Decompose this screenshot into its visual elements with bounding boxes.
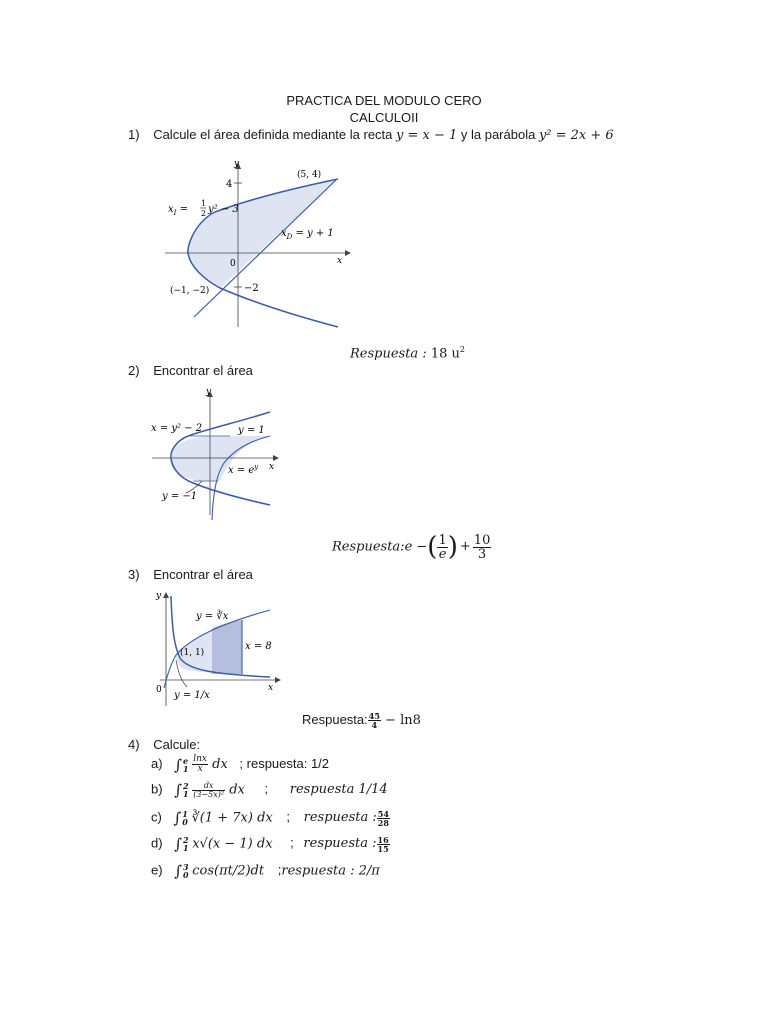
graph-1 <box>160 155 360 335</box>
problem-1-statement <box>128 127 614 143</box>
problem-4d-answer-frac: $\frac{16}{15}$ <box>377 834 389 854</box>
problem-3-answer-label: Respuesta: <box>302 712 368 727</box>
problem-4c-expr: ∛(1 + 7x) dx <box>191 810 273 826</box>
problem-4d-answer: respuesta : <box>303 836 377 852</box>
problem-3-answer-rest: − ln8 <box>380 713 421 728</box>
problem-4d: d) ∫ 2 1 x√(x − 1) dx ; respuesta : $\frac{16}{15}$ <box>151 834 389 854</box>
problem-4c-answer-frac: $\frac{54}{28}$ <box>377 808 389 828</box>
problem-4a: a) ∫ e 1 $\frac{\ln x}{x}$ dx ; respuesta: 1/2 <box>151 754 330 774</box>
problem-1-answer-label: Respuesta : <box>350 346 431 362</box>
problem-4a-answer: ; respuesta: 1/2 <box>239 755 330 771</box>
graph-1-x-label: x <box>337 256 343 266</box>
problem-1-answer-value: 18 u <box>430 346 460 362</box>
problem-4e-letter: e) <box>151 862 163 878</box>
problem-2-answer-label: Respuesta: <box>332 539 405 555</box>
graph-1-point-top: (5, 4) <box>297 170 322 180</box>
problem-2-text: Encontrar el área <box>153 363 253 378</box>
graph-1-origin-label: 0 <box>230 259 236 269</box>
problem-4e-sep: ; <box>277 862 282 878</box>
problem-4b-letter: b) <box>151 781 163 797</box>
problem-4e-answer: respuesta : 2/π <box>281 863 380 879</box>
graph-2-line-top-label: y = 1 <box>238 425 265 436</box>
problem-4a-tail: dx <box>207 756 228 772</box>
graph-1-point-bottom: (−1, −2) <box>170 286 210 296</box>
graph-3-point-label: (1, 1) <box>180 648 205 658</box>
graph-1-x-arrow-icon <box>345 250 351 256</box>
problem-1-answer <box>350 345 465 361</box>
graph-1-left-frac-den: 2 <box>201 209 207 218</box>
problem-4d-sep: ; <box>290 835 294 851</box>
graph-3-root-label: y = ∛x <box>196 611 229 622</box>
problem-2-answer-frac1: $\frac{1}{e}$ <box>438 532 447 562</box>
graph-1-left-curve-rest: y² − 3 <box>208 204 239 215</box>
integral-4d-icon: ∫ <box>174 835 183 853</box>
problem-4c: c) ∫ 1 0 ∛(1 + 7x) dx ; respuesta : $\frac{54}{28}$ <box>151 808 389 828</box>
graph-1-left-curve-label: $x_I$ = <box>168 204 188 217</box>
problem-4b-answer: respuesta 1/14 <box>289 782 388 798</box>
problem-4d-expr: x√(x − 1) dx <box>192 836 273 852</box>
problem-4d-letter: d) <box>151 835 163 851</box>
graph-3-origin-label: 0 <box>156 685 162 695</box>
graph-3-x-arrow-icon <box>275 677 281 683</box>
graph-3-y-arrow-icon <box>163 592 169 598</box>
problem-4b-tail: dx <box>225 782 245 798</box>
graph-2 <box>148 385 283 525</box>
problem-1-math-parabola: y² = 2x + 6 <box>538 128 614 143</box>
problem-4b: b) ∫ 2 1 $\frac{dx}{\text{(3−5x)²}}$ dx ; respuesta 1/14 <box>151 780 388 799</box>
graph-1-left-frac-num: 1 <box>201 199 207 208</box>
graph-1-y-label: y <box>234 159 240 169</box>
problem-1-math-line: y = x − 1 <box>396 128 458 143</box>
problem-4b-sep: ; <box>264 781 269 797</box>
graph-2-x-arrow-icon <box>273 455 279 461</box>
problem-3-text: Encontrar el área <box>153 567 253 582</box>
graph-3 <box>152 588 282 708</box>
problem-2-answer-plus: + <box>459 539 471 555</box>
graph-3-line-label: x = 8 <box>245 641 272 652</box>
integral-4c-icon: ∫ <box>173 809 182 827</box>
graph-3-hyper-label: y = 1/x <box>174 690 210 701</box>
problem-2-number: 2) <box>128 363 140 378</box>
problem-1-text-b: y la parábola <box>457 127 539 142</box>
problem-2-answer-frac2: $\frac{10}{3}$ <box>473 532 491 562</box>
graph-2-shaded-region <box>170 436 270 481</box>
problem-4c-sep: ; <box>286 809 290 825</box>
graph-2-exp-label: $x = e^y$ <box>228 463 259 476</box>
page-title: PRACTICA DEL MODULO CERO <box>286 93 482 108</box>
graph-1-tick-4-label: 4 <box>226 179 233 190</box>
problem-4-statement <box>128 737 200 752</box>
problem-4e: e) ∫ 3 0 cos(πt/2)dt ;respuesta : 2/π <box>151 862 380 880</box>
problem-1-answer-exp: 2 <box>459 345 465 354</box>
problem-3-answer-frac: $\frac{45}{4}$ <box>368 711 380 731</box>
graph-1-tick-neg2-label: −2 <box>244 283 259 294</box>
problem-4b-fraction: $\frac{dx}{\text{(3−5x)²}}$ <box>193 780 225 799</box>
page-subtitle: CALCULOII <box>349 110 419 125</box>
problem-4-number: 4) <box>128 737 140 752</box>
problem-4a-letter: a) <box>151 755 163 771</box>
problem-2-answer-e: e − <box>404 539 428 555</box>
graph-2-x-label: x <box>269 462 275 472</box>
problem-2-paren-left-icon: ( <box>427 532 438 562</box>
problem-2-answer <box>332 532 491 562</box>
graph-3-x-label: x <box>268 683 274 693</box>
integral-4a-icon: ∫ <box>174 755 183 774</box>
problem-3-statement <box>128 567 253 582</box>
graph-2-line-bottom-label: y = −1 <box>162 491 198 502</box>
problem-1-text-a: Calcule el área definida mediante la recta <box>153 127 396 142</box>
problem-3-number: 3) <box>128 567 140 582</box>
graph-2-curve-label: x = y² − 2 <box>151 423 203 434</box>
problem-4e-expr: cos(πt/2)dt <box>192 863 265 879</box>
problem-2-paren-right-icon: ) <box>447 532 458 562</box>
integral-4b-icon: ∫ <box>174 781 183 799</box>
graph-2-y-label: y <box>206 387 212 397</box>
graph-1-right-line-label: $x_D = y + 1$ <box>281 228 334 241</box>
problem-4a-fraction: $\frac{\ln x}{x}$ <box>193 754 207 774</box>
problem-1-number: 1) <box>128 127 140 142</box>
problem-4c-answer: respuesta : <box>303 810 377 826</box>
problem-4-text: Calcule: <box>153 737 201 752</box>
integral-4e-icon: ∫ <box>174 862 183 880</box>
problem-4c-letter: c) <box>151 809 162 825</box>
problem-2-statement <box>128 363 253 378</box>
problem-3-answer <box>302 712 421 729</box>
graph-3-y-label: y <box>156 591 162 601</box>
